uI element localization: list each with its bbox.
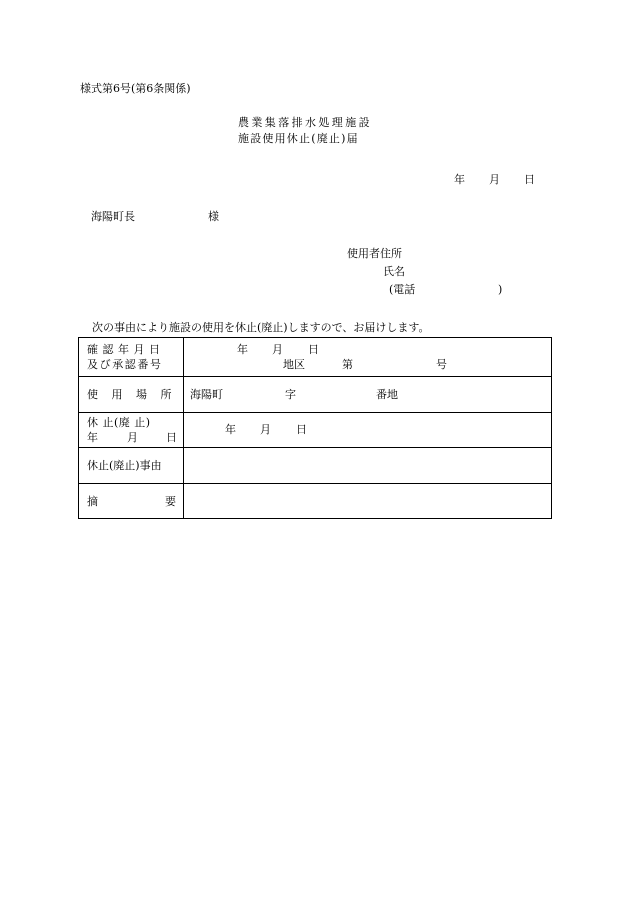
row-remarks-value-cell[interactable] bbox=[184, 484, 552, 519]
row-location-label: 使 用 場 所 bbox=[87, 388, 177, 401]
row-reason bbox=[79, 448, 552, 484]
row-location-banchi: 番地 bbox=[376, 388, 398, 401]
row-confirmation-number-prefix: 第 bbox=[342, 358, 353, 371]
row-confirmation-label-line1: 確 認 年 月 日 bbox=[87, 343, 161, 356]
row-confirmation bbox=[79, 338, 552, 377]
row-reason-label: 休止(廃止)事由 bbox=[87, 459, 162, 472]
row-confirmation-label-cell bbox=[79, 338, 184, 377]
applicant-address-label: 使用者住所 bbox=[347, 247, 402, 260]
row-confirmation-value-cell[interactable] bbox=[184, 338, 552, 377]
row-suspension-date-month: 月 bbox=[260, 423, 271, 436]
date-month: 月 bbox=[489, 173, 500, 186]
row-confirmation-month: 月 bbox=[272, 343, 283, 356]
row-reason-value-cell[interactable] bbox=[184, 448, 552, 484]
row-suspension-date-label-month: 月 bbox=[127, 431, 138, 444]
title-line2: 施設使用休止(廃止)届 bbox=[238, 132, 359, 145]
row-suspension-date-label-day: 日 bbox=[166, 431, 177, 444]
applicant-phone-open: (電話 bbox=[389, 283, 416, 296]
row-remarks-label-left: 摘 bbox=[87, 495, 98, 508]
row-confirmation-district: 地区 bbox=[283, 358, 305, 371]
row-confirmation-year: 年 bbox=[237, 343, 248, 356]
row-suspension-date-label-line1: 休 止(廃 止) bbox=[87, 416, 151, 429]
date-day: 日 bbox=[524, 173, 535, 186]
row-location-value-cell[interactable] bbox=[184, 377, 552, 413]
row-suspension-date-value-cell[interactable] bbox=[184, 413, 552, 448]
form-table bbox=[78, 337, 552, 519]
row-suspension-date-year: 年 bbox=[225, 423, 236, 436]
row-confirmation-day: 日 bbox=[308, 343, 319, 356]
row-location-label-cell bbox=[79, 377, 184, 413]
form-number: 様式第6号(第6条関係) bbox=[80, 82, 191, 95]
applicant-name-label: 氏名 bbox=[383, 265, 405, 278]
row-reason-label-cell bbox=[79, 448, 184, 484]
applicant-phone-close: ) bbox=[498, 283, 503, 296]
addressee-name: 海陽町長 bbox=[91, 210, 135, 223]
row-suspension-date bbox=[79, 413, 552, 448]
row-remarks-label-cell bbox=[79, 484, 184, 519]
addressee-honorific: 様 bbox=[208, 210, 219, 223]
row-confirmation-label-line2: 及び承認番号 bbox=[87, 358, 163, 371]
row-suspension-date-label-year: 年 bbox=[87, 431, 98, 444]
row-location bbox=[79, 377, 552, 413]
title-line1: 農業集落排水処理施設 bbox=[238, 116, 372, 129]
row-remarks-label-right: 要 bbox=[165, 495, 176, 508]
intro-text: 次の事由により施設の使用を休止(廃止)しますので、お届けします。 bbox=[92, 321, 430, 334]
row-suspension-date-label-cell bbox=[79, 413, 184, 448]
row-confirmation-number-suffix: 号 bbox=[436, 358, 447, 371]
row-suspension-date-day: 日 bbox=[296, 423, 307, 436]
row-location-town: 海陽町 bbox=[190, 388, 223, 401]
row-location-aza: 字 bbox=[285, 388, 296, 401]
row-remarks bbox=[79, 484, 552, 519]
date-year: 年 bbox=[454, 173, 465, 186]
